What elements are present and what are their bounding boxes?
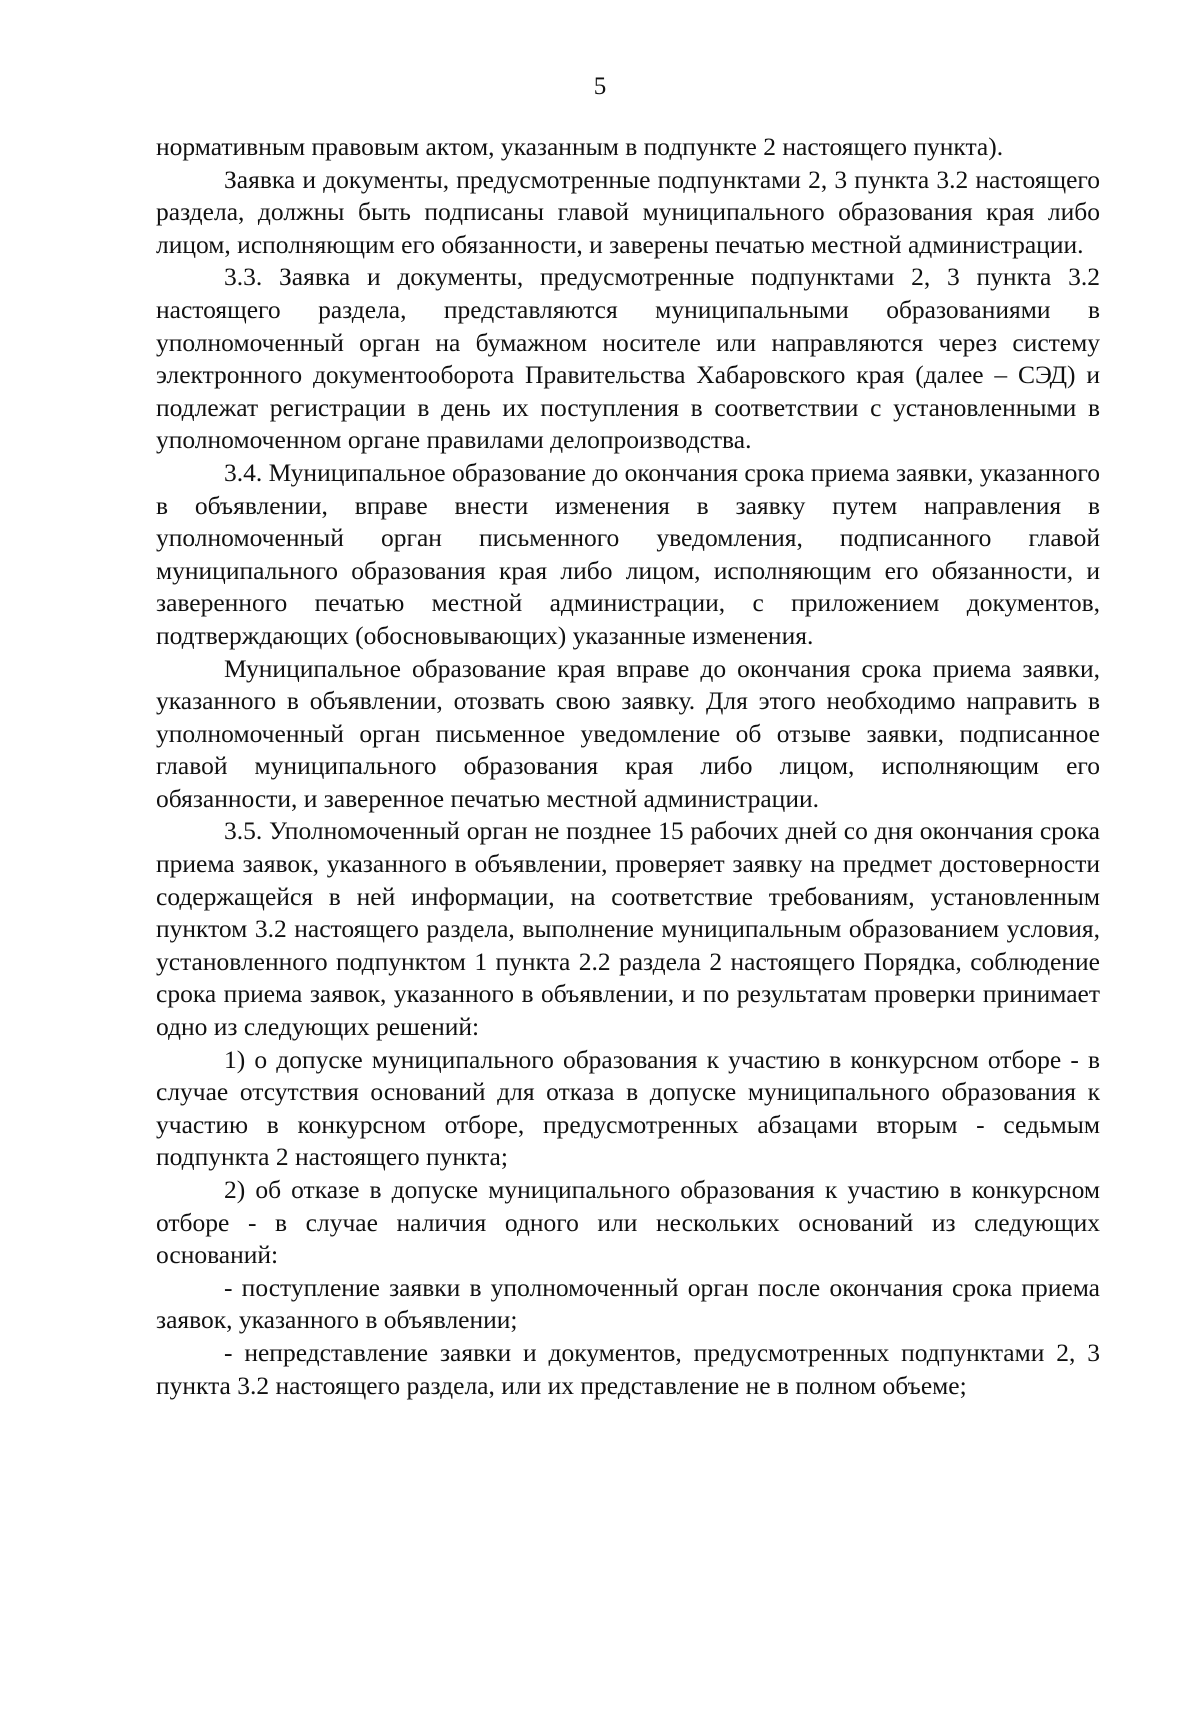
paragraph-3-4: 3.4. Муниципальное образование до окончания срока приема заявки, указанного в объявлении, вправе внести изменения в заявку путем направления в уполномоченный орган письменного уведомления, подписанного главой муниципального образования края либо лицом, исполняющим его обязанности, и заверенного печатью местной администрации, с приложением документов, подтверждающих (обосновывающих) указанные изменения. bbox=[156, 457, 1100, 650]
document-body bbox=[156, 131, 1100, 1402]
page-number: 5 bbox=[593, 73, 607, 100]
paragraph-decision-2: 2) об отказе в допуске муниципального образования к участию в конкурсном отборе - в случае наличия одного или нескольких оснований из следующих оснований: bbox=[156, 1175, 1100, 1270]
paragraph-withdraw-application: Муниципальное образование края вправе до окончания срока приема заявки, указанного в объявлении, отозвать свою заявку. Для этого необходимо направить в уполномоченный орган письменное уведомление об отзыве заявки, подписанное главой муниципального образования края либо лицом, исполняющим его обязанности, и заверенное печатью местной администрации. bbox=[156, 653, 1100, 813]
paragraph-ground-late-submission: - поступление заявки в уполномоченный орган после окончания срока приема заявок, указанного в объявлении; bbox=[156, 1272, 1100, 1335]
paragraph-ground-incomplete-documents: - непредставление заявки и документов, предусмотренных подпунктами 2, 3 пункта 3.2 настоящего раздела, или их представление не в полном объеме; bbox=[156, 1337, 1100, 1400]
paragraph-continuation: нормативным правовым актом, указанным в подпункте 2 настоящего пункта). bbox=[156, 132, 1004, 161]
paragraph-decision-1: 1) о допуске муниципального образования к участию в конкурсном отборе - в случае отсутствия оснований для отказа в допуске муниципального образования к участию в конкурсном отборе, предусмотренных абзацами вторым - седьмым подпункта 2 настоящего пункта; bbox=[156, 1044, 1100, 1172]
paragraph-3-3: 3.3. Заявка и документы, предусмотренные подпунктами 2, 3 пункта 3.2 настоящего раздела, представляются муниципальными образованиями в уполномоченный орган на бумажном носителе или направляются через систему электронного документооборота Правительства Хабаровского края (далее – СЭД) и подлежат регистрации в день их поступления в соответствии с установленными в уполномоченном органе правилами делопроизводства. bbox=[156, 262, 1100, 455]
paragraph-signature-requirements: Заявка и документы, предусмотренные подпунктами 2, 3 пункта 3.2 настоящего раздела, должны быть подписаны главой муниципального образования края либо лицом, исполняющим его обязанности, и заверены печатью местной администрации. bbox=[156, 164, 1100, 259]
paragraph-3-5: 3.5. Уполномоченный орган не позднее 15 рабочих дней со дня окончания срока приема заявок, указанного в объявлении, проверяет заявку на предмет достоверности содержащейся в ней информации, на соответствие требованиям, установленным пунктом 3.2 настоящего раздела, выполнение муниципальным образованием условия, установленного подпунктом 1 пункта 2.2 раздела 2 настоящего Порядка, соблюдение срока приема заявок, указанного в объявлении, и по результатам проверки принимает одно из следующих решений: bbox=[156, 816, 1100, 1042]
